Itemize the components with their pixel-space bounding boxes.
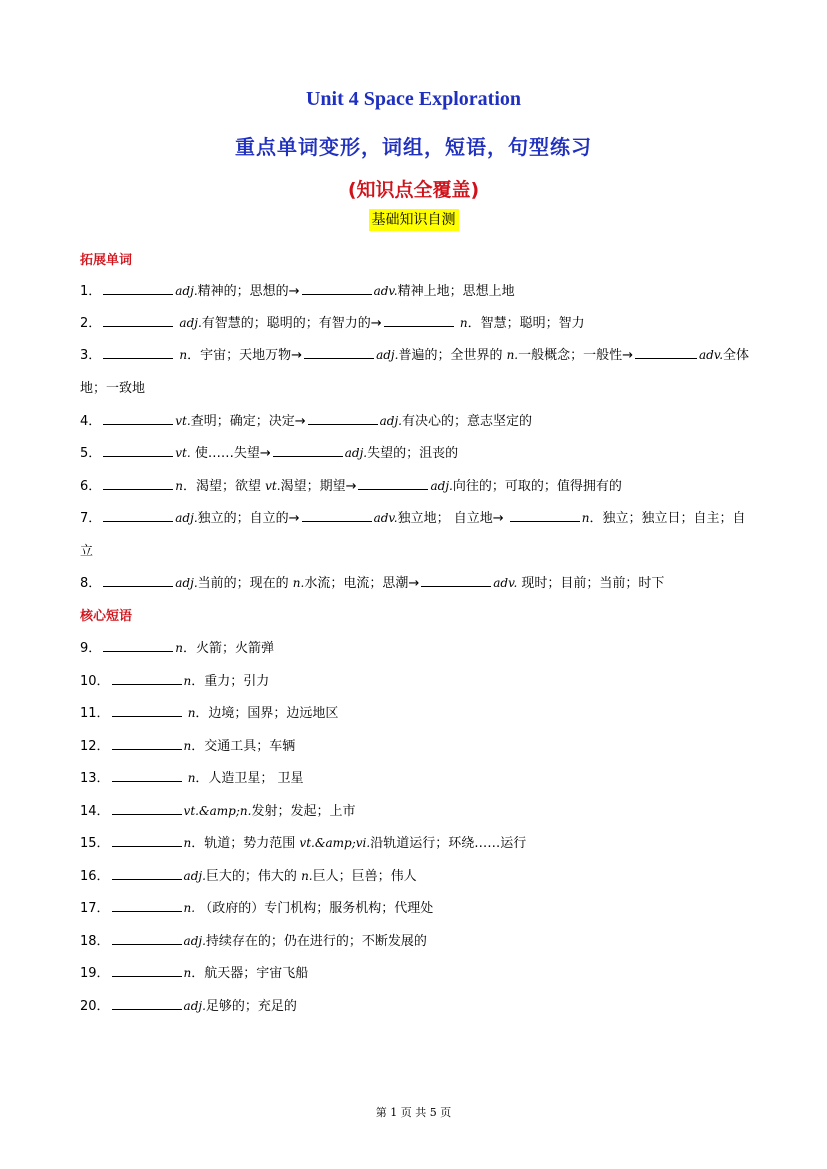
answer-blank[interactable] (103, 476, 173, 490)
answer-blank[interactable] (510, 508, 580, 522)
list-item: 4． vt.查明；确定；决定→ adj.有决心的；意志坚定的 (80, 411, 750, 432)
list-item: 2． adj.有智慧的；聪明的；有智力的→ n．智慧；聪明；智力 (80, 313, 750, 334)
answer-blank[interactable] (112, 703, 182, 717)
list-item: 18． adj.持续存在的；仍在进行的；不断发展的 (80, 931, 750, 952)
answer-blank[interactable] (112, 768, 182, 782)
list-item: 12． n．交通工具；车辆 (80, 736, 750, 757)
answer-blank[interactable] (103, 638, 173, 652)
answer-blank[interactable] (103, 573, 173, 587)
list-item: 6． n．渴望；欲望 vt.渴望；期望→ adj.向往的；可取的；值得拥有的 (80, 476, 750, 497)
answer-blank[interactable] (103, 443, 173, 457)
answer-blank[interactable] (112, 833, 182, 847)
list-item: 11． n．边境；国界；边远地区 (80, 703, 750, 724)
answer-blank[interactable] (635, 345, 697, 359)
list-item: 5． vt. 使……失望→ adj.失望的；沮丧的 (80, 443, 750, 464)
answer-blank[interactable] (103, 313, 173, 327)
section-badge: 基础知识自测 (369, 209, 459, 231)
list-item: 19． n．航天器；宇宙飞船 (80, 963, 750, 984)
list-item: 15． n．轨道；势力范围 vt.&amp;vi.沿轨道运行；环绕……运行 (80, 833, 750, 854)
answer-blank[interactable] (103, 281, 173, 295)
list-item: 20． adj.足够的；充足的 (80, 996, 750, 1017)
list-item: 16． adj.巨大的；伟大的 n.巨人；巨兽；伟人 (80, 866, 750, 887)
list-item: 10． n．重力；引力 (80, 671, 750, 692)
title-zh: 重点单词变形，词组，短语，句型练习 (235, 135, 592, 159)
subtitle: (知识点全覆盖) (347, 179, 480, 201)
list-item: 7． adj.独立的；自立的→ adv.独立地； 自立地→ n．独立；独立日；自主；自立 (80, 502, 750, 568)
page-footer: 第 1 页 共 5 页 (375, 1106, 452, 1119)
list-item: 1． adj.精神的；思想的→ adv.精神上地；思想上地 (80, 281, 750, 302)
section-vocab: 拓展单词 (80, 253, 133, 268)
title-en: Unit 4 Space Exploration (305, 88, 522, 110)
answer-blank[interactable] (308, 411, 378, 425)
list-item: 13． n．人造卫星； 卫星 (80, 768, 750, 789)
answer-blank[interactable] (112, 671, 182, 685)
answer-blank[interactable] (103, 508, 173, 522)
answer-blank[interactable] (112, 736, 182, 750)
list-item: 14． vt.&amp;n.发射；发起；上市 (80, 801, 750, 822)
answer-blank[interactable] (112, 963, 182, 977)
list-item: 9． n．火箭；火箭弹 (80, 638, 750, 659)
answer-blank[interactable] (384, 313, 454, 327)
answer-blank[interactable] (273, 443, 343, 457)
list-item: 3． n．宇宙；天地万物→ adj.普遍的；全世界的 n.一般概念；一般性→ adv.全体地；一致地 (80, 339, 750, 405)
answer-blank[interactable] (304, 345, 374, 359)
list-item: 8． adj.当前的；现在的 n.水流；电流；思潮→ adv. 现时；目前；当前；时下 (80, 573, 750, 594)
answer-blank[interactable] (112, 801, 182, 815)
list-item: 17． n. （政府的）专门机构；服务机构；代理处 (80, 898, 750, 919)
answer-blank[interactable] (112, 866, 182, 880)
answer-blank[interactable] (302, 508, 372, 522)
answer-blank[interactable] (302, 281, 372, 295)
answer-blank[interactable] (103, 345, 173, 359)
answer-blank[interactable] (103, 411, 173, 425)
answer-blank[interactable] (421, 573, 491, 587)
section-phrases: 核心短语 (80, 609, 133, 624)
answer-blank[interactable] (112, 931, 182, 945)
answer-blank[interactable] (112, 898, 182, 912)
answer-blank[interactable] (358, 476, 428, 490)
answer-blank[interactable] (112, 996, 182, 1010)
